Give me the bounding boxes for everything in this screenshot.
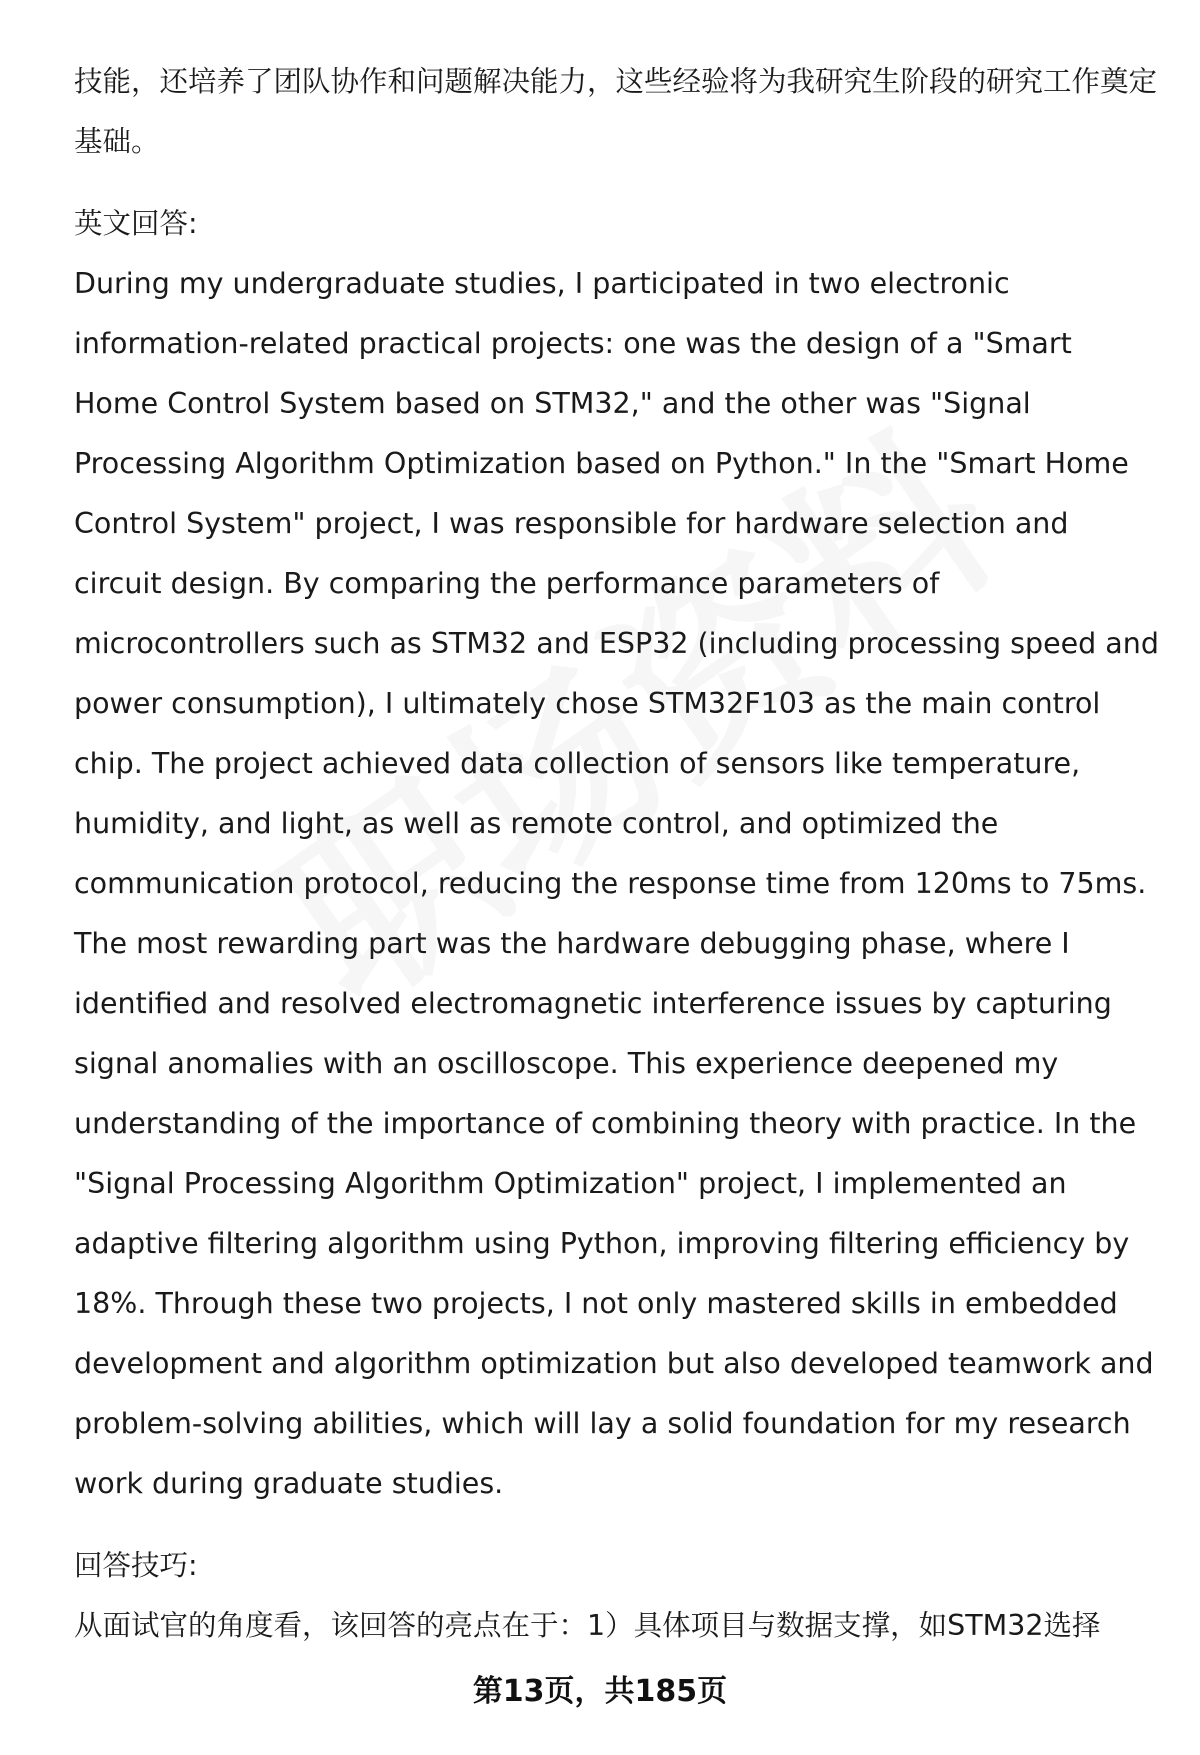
answer-tips-heading: 回答技巧:: [74, 1549, 198, 1582]
continuation-paragraph: 技能，还培养了团队协作和问题解决能力，这些经验将为我研究生阶段的研究工作奠定基础。: [74, 65, 1158, 158]
page-number-footer: 第13页，共185页: [472, 1674, 728, 1709]
english-answer-heading: 英文回答:: [74, 207, 198, 240]
page-content: [74, 52, 1160, 1656]
english-answer-body: During my undergraduate studies, I participated in two electronic information-related practical projects: one was the design of a "Smart Home Control System based on STM32," and the other was "Signal Processing Algorithm Optimization based on Python." In the "Smart Home Control System" project, I was responsible for hardware selection and circuit design. By comparing the performance parameters of microcontrollers such as STM32 and ESP32 (including processing speed and power consumption), I ultimately chose STM32F103 as the main control chip. The project achieved data collection of sensors like temperature, humidity, and light, as well as remote control, and optimized the communication protocol, reducing the response time from 120ms to 75ms. The most rewarding part was the hardware debugging phase, where I identified and resolved electromagnetic interference issues by capturing signal anomalies with an oscilloscope. This experience deepened my understanding of the importance of combining theory with practice. In the "Signal Processing Algorithm Optimization" project, I implemented an adaptive filtering algorithm using Python, improving filtering efficiency by 18%. Through these two projects, I not only mastered skills in embedded development and algorithm optimization but also developed teamwork and problem-solving abilities, which will lay a solid foundation for my research work during graduate studies.: [74, 267, 1159, 1500]
answer-tips-body: 从面试官的角度看，该回答的亮点在于：1）具体项目与数据支撑，如STM32选择: [74, 1609, 1101, 1642]
